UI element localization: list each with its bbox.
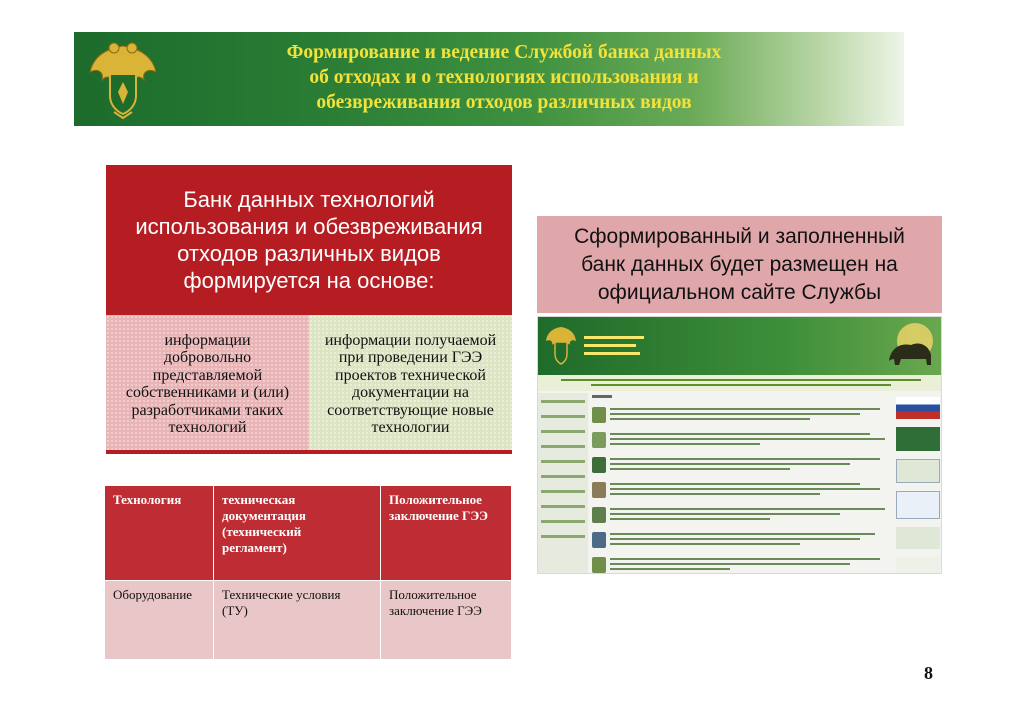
table-cell: [381, 581, 512, 660]
text-line: соответствующие новые: [327, 401, 494, 419]
heading-line: использования и обезвреживания: [135, 214, 483, 239]
cell-line: Технология: [113, 492, 182, 507]
text-line: добровольно: [163, 349, 252, 366]
note-line: банк данных будет размещен на: [581, 252, 898, 276]
website-emblem-icon: [544, 323, 578, 367]
gee-information-box: [309, 315, 512, 453]
table-cell: [105, 581, 214, 660]
cell-line: регламент): [222, 540, 287, 555]
cell-line: заключение ГЭЭ: [389, 508, 488, 523]
bison-silhouette-icon: [881, 321, 939, 371]
table-header-row: [105, 486, 512, 581]
heading-line: формируется на основе:: [183, 268, 435, 293]
list-item: [592, 430, 892, 452]
list-item: [592, 480, 892, 502]
table-header-cell: [214, 486, 381, 581]
website-header-image: [538, 317, 942, 375]
list-item: [592, 505, 892, 527]
page-number: 8: [924, 663, 933, 683]
text-line: представляемой: [152, 366, 263, 384]
text-line: технологий: [168, 419, 247, 436]
website-sidebar: [538, 393, 588, 574]
note-line: Сформированный и заполненный: [574, 224, 905, 248]
website-banners: [896, 397, 940, 573]
text-line: информации: [164, 331, 251, 349]
website-note-box: [537, 216, 942, 313]
page-title: [224, 40, 784, 115]
divider: [106, 450, 512, 454]
text-line: информации получаемой: [324, 331, 497, 349]
text-line: разработчиками таких: [131, 401, 284, 419]
text-line: при проведении ГЭЭ: [338, 349, 483, 366]
cell-line: Оборудование: [113, 587, 193, 602]
header-banner: [74, 32, 904, 126]
table-cell: [214, 581, 381, 660]
website-screenshot-image: [537, 316, 942, 574]
cell-line: документация: [222, 508, 306, 523]
table-row: [105, 581, 512, 660]
title-line: Формирование и ведение Службой банка данных: [286, 42, 722, 63]
databank-basis-heading: [106, 165, 512, 315]
table-header-cell: [105, 486, 214, 581]
website-notice-bar: [538, 375, 942, 391]
text-line: технологии: [371, 419, 450, 436]
cell-line: (технический: [222, 524, 302, 539]
heading-line: отходов различных видов: [177, 241, 441, 266]
text-line: документации на: [352, 384, 469, 401]
list-item: [592, 530, 892, 552]
owner-information-box: [106, 315, 309, 453]
cell-line: Положительное: [389, 587, 477, 602]
list-item: [592, 555, 892, 574]
double-eagle-emblem-icon: [88, 38, 158, 120]
website-news-heading: [592, 395, 612, 398]
text-line: собственниками и (или): [125, 384, 290, 401]
cell-line: Положительное: [389, 492, 482, 507]
note-line: официальном сайте Службы: [597, 280, 882, 304]
website-news-list: [592, 405, 892, 574]
table-header-cell: [381, 486, 512, 581]
list-item: [592, 405, 892, 427]
title-line: обезвреживания отходов различных видов: [316, 92, 692, 113]
cell-line: (ТУ): [222, 603, 248, 618]
list-item: [592, 455, 892, 477]
website-title-image: [584, 331, 644, 360]
cell-line: заключение ГЭЭ: [389, 603, 482, 618]
text-line: проектов технической: [335, 366, 486, 384]
heading-line: Банк данных технологий: [183, 187, 435, 212]
cell-line: техническая: [222, 492, 296, 507]
technology-table: [104, 485, 512, 660]
title-line: об отходах и о технологиях использования и: [309, 67, 699, 88]
cell-line: Технические условия: [222, 587, 341, 602]
